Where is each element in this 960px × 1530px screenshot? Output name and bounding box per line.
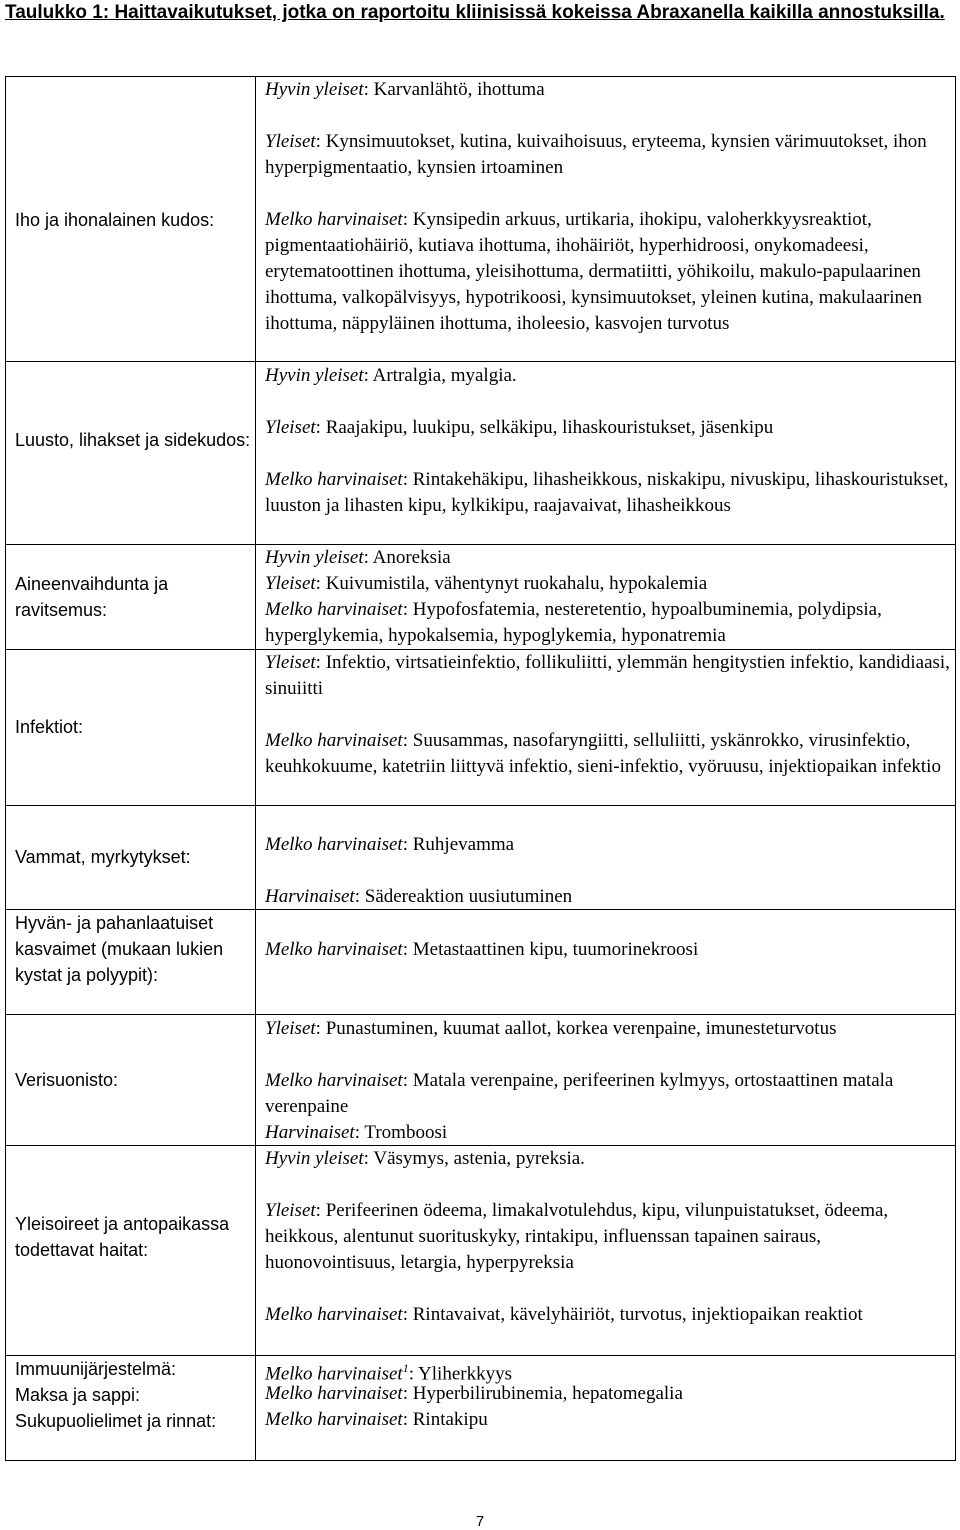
entry-yleisoireet-yleiset: Yleiset: Perifeerinen ödeema, limakalvotulehdus, kipu, vilunpuistatukset, ödeema, heikkous, alentunut suorituskyky, rintakipu, influenssan tapainen sairaus, huonovointisuus, letargia, hyperpyreksia <box>265 1200 889 1273</box>
footnote-marker: 1 <box>402 1361 409 1375</box>
entry-verisuonisto-yleiset: Yleiset: Punastuminen, kuumat aallot, korkea verenpaine, imunesteturvotus <box>265 1018 837 1039</box>
entry-infektiot-yleiset: Yleiset: Infektio, virtsatieinfektio, follikuliitti, ylemmän hengitystien infektio, kandidiaasi, sinuiitti <box>265 652 950 699</box>
frequency-label: Melko harvinaiset <box>265 1363 403 1385</box>
row-label-verisuonisto: Verisuonisto: <box>15 1070 119 1090</box>
frequency-label: Harvinaiset <box>265 1122 355 1143</box>
entry-yleisoireet-hyvin-yleiset: Hyvin yleiset: Väsymys, astenia, pyreksia. <box>265 1148 585 1169</box>
entry-aineenvaihdunta-yleiset: Yleiset: Kuivumistila, vähentynyt ruokahalu, hypokalemia <box>265 573 708 594</box>
row-divider <box>5 1014 956 1015</box>
frequency-label: Yleiset <box>265 573 316 594</box>
table-caption: Taulukko 1: Haittavaikutukset, jotka on raportoitu kliinisissä kokeissa Abraxanella kaikilla annostuksilla. <box>5 2 945 23</box>
entry-vammat-harvinaiset: Harvinaiset: Sädereaktion uusiutuminen <box>265 886 573 907</box>
frequency-label: Melko harvinaiset <box>265 939 403 960</box>
entry-verisuonisto-melko-harvinaiset: Melko harvinaiset: Matala verenpaine, perifeerinen kylmyys, ortostaattinen matala verenpaine <box>265 1070 894 1117</box>
entry-immuuni-melko-harvinaiset: Melko harvinaiset$^1$: Yliherkkyys <box>265 1361 512 1385</box>
row-label-sukupuoli: Sukupuolielimet ja rinnat: <box>15 1411 217 1431</box>
row-label-maksa: Maksa ja sappi: <box>15 1385 141 1405</box>
frequency-label: Hyvin yleiset <box>265 1148 364 1169</box>
frequency-label: Melko harvinaiset <box>265 834 403 855</box>
row-label-iho: Iho ja ihonalainen kudos: <box>15 210 215 230</box>
entry-sukupuoli-melko-harvinaiset: Melko harvinaiset: Rintakipu <box>265 1409 488 1430</box>
row-label-aineenvaihdunta: Aineenvaihdunta ja ravitsemus: <box>15 574 169 620</box>
frequency-label: Melko harvinaiset <box>265 209 403 230</box>
frequency-label: Hyvin yleiset <box>265 79 364 100</box>
entry-iho-hyvin-yleiset: Hyvin yleiset: Karvanlähtö, ihottuma <box>265 79 545 100</box>
frequency-label: Yleiset <box>265 417 316 438</box>
row-label-infektiot: Infektiot: <box>15 717 84 737</box>
entry-maksa-melko-harvinaiset: Melko harvinaiset: Hyperbilirubinemia, hepatomegalia <box>265 1383 683 1404</box>
row-divider <box>5 805 956 806</box>
frequency-label: Melko harvinaiset <box>265 599 403 620</box>
entry-iho-melko-harvinaiset: Melko harvinaiset: Kynsipedin arkuus, urtikaria, ihokipu, valoherkkyysreaktiot, pigmentaatiohäiriö, kutiava ihottuma, ihohäiriöt, hyperhidroosi, onykomadeesi, erytematoottinen ihottuma, yleisihottuma, dermatiitti, yöhikoilu, makulo-papulaarinen ihottuma, valkopälvisyys, hypotrikoosi, kynsimuutokset, yleinen kutina, makulaarinen ihottuma, näppyläinen ihottuma, iholeesio, kasvojen turvotus <box>265 209 922 334</box>
entry-iho-yleiset: Yleiset: Kynsimuutokset, kutina, kuivaihoisuus, eryteema, kynsien värimuutokset, ihon hyperpigmentaatio, kynsien irtoaminen <box>265 131 927 178</box>
entry-luusto-melko-harvinaiset: Melko harvinaiset: Rintakehäkipu, lihasheikkous, niskakipu, nivuskipu, lihaskouristukset, luuston ja lihasten kipu, kylkikipu, raajavaivat, lihasheikkous <box>265 469 949 516</box>
frequency-label: Melko harvinaiset <box>265 1409 403 1430</box>
entry-kasvaimet-melko-harvinaiset: Melko harvinaiset: Metastaattinen kipu, tuumorinekroosi <box>265 939 699 960</box>
table-border-bottom <box>5 1460 956 1461</box>
row-label-yleisoireet: Yleisoireet ja antopaikassa todettavat haitat: <box>15 1214 230 1260</box>
frequency-label: Melko harvinaiset <box>265 730 403 751</box>
table-border-right <box>955 76 956 1461</box>
table-border-left <box>5 76 6 1461</box>
entry-aineenvaihdunta-melko-harvinaiset: Melko harvinaiset: Hypofosfatemia, nesteretentio, hypoalbuminemia, polydipsia, hyperglykemia, hypokalsemia, hypoglykemia, hyponatremia <box>265 599 882 646</box>
row-divider <box>5 361 956 362</box>
column-divider <box>255 76 256 1461</box>
row-label-luusto: Luusto, lihakset ja sidekudos: <box>15 430 251 450</box>
frequency-label: Yleiset <box>265 652 316 673</box>
frequency-label: Yleiset <box>265 1200 316 1221</box>
frequency-label: Melko harvinaiset <box>265 469 403 490</box>
frequency-label: Hyvin yleiset <box>265 547 364 568</box>
entry-luusto-hyvin-yleiset: Hyvin yleiset: Artralgia, myalgia. <box>265 365 517 386</box>
frequency-label: Melko harvinaiset <box>265 1304 403 1325</box>
entry-verisuonisto-harvinaiset: Harvinaiset: Tromboosi <box>265 1122 448 1143</box>
entry-aineenvaihdunta-hyvin-yleiset: Hyvin yleiset: Anoreksia <box>265 547 451 568</box>
entry-yleisoireet-melko-harvinaiset: Melko harvinaiset: Rintavaivat, kävelyhäiriöt, turvotus, injektiopaikan reaktiot <box>265 1304 863 1325</box>
adverse-effects-table <box>5 76 956 1461</box>
entry-infektiot-melko-harvinaiset: Melko harvinaiset: Suusammas, nasofaryngiitti, selluliitti, yskänrokko, virusinfektio, keuhkokuume, katetriin liittyvä infektio, sieni-infektio, vyöruusu, injektiopaikan infektio <box>265 730 941 777</box>
frequency-label: Yleiset <box>265 131 316 152</box>
frequency-label: Harvinaiset <box>265 886 355 907</box>
page-number: 7 <box>475 1513 485 1530</box>
frequency-label: Hyvin yleiset <box>265 365 364 386</box>
row-label-immuuni: Immuunijärjestelmä: <box>15 1359 177 1379</box>
entry-vammat-melko-harvinaiset: Melko harvinaiset: Ruhjevamma <box>265 834 515 855</box>
row-label-kasvaimet: Hyvän- ja pahanlaatuiset kasvaimet (mukaan lukien kystat ja polyypit): <box>15 913 224 985</box>
entry-luusto-yleiset: Yleiset: Raajakipu, luukipu, selkäkipu, lihaskouristukset, jäsenkipu <box>265 417 774 438</box>
frequency-label: Melko harvinaiset <box>265 1070 403 1091</box>
row-label-vammat: Vammat, myrkytykset: <box>15 847 191 867</box>
frequency-label: Melko harvinaiset <box>265 1383 403 1404</box>
frequency-label: Yleiset <box>265 1018 316 1039</box>
